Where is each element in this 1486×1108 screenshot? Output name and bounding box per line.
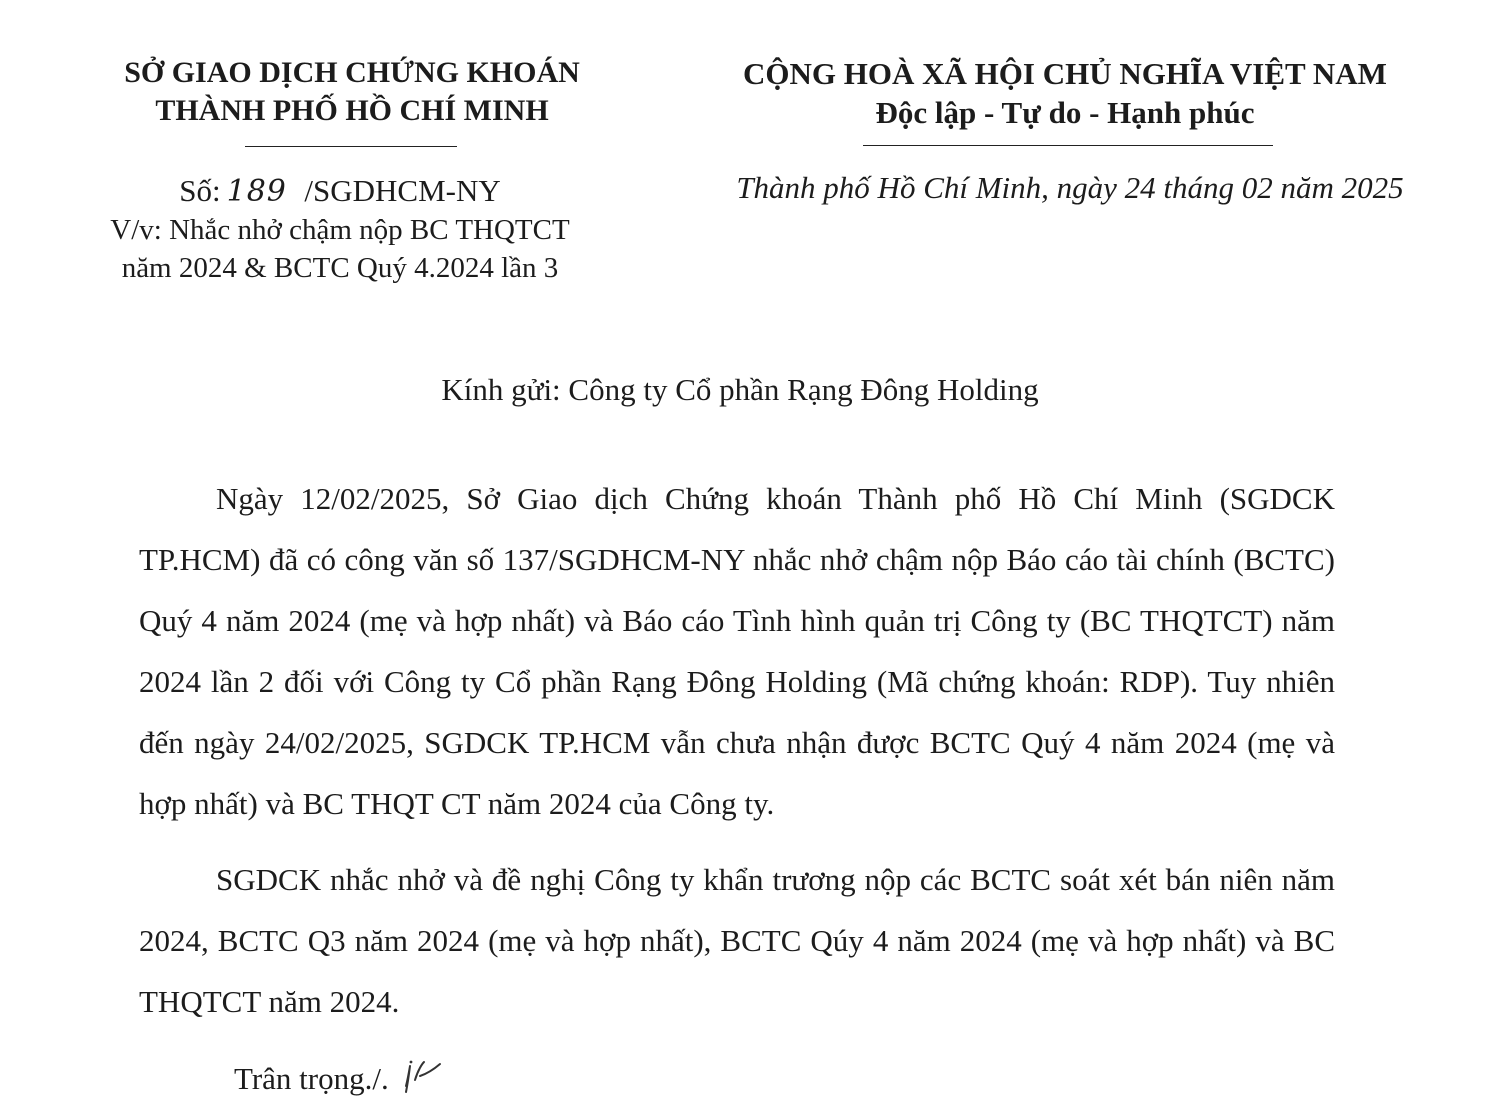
nation-line-1: CỘNG HOÀ XÃ HỘI CHỦ NGHĨA VIỆT NAM <box>743 56 1387 91</box>
handwritten-initials-icon <box>400 1056 450 1108</box>
motto-underline <box>863 145 1273 146</box>
document-number <box>60 171 620 211</box>
body-paragraph-2: SGDCK nhắc nhở và đề nghị Công ty khẩn trương nộp các BCTC soát xét bán niên năm 2024, BCTC Q3 năm 2024 (mẹ và hợp nhất), BCTC Qúy 4 năm 2024 (mẹ và hợp nhất) và BC THQTCT năm 2024. <box>139 862 1335 1019</box>
national-header <box>700 54 1430 132</box>
handwritten-number: 189 <box>226 174 287 209</box>
subject-line-1: V/v: Nhắc nhở chậm nộp BC THQTCT <box>110 214 570 246</box>
closing-line <box>234 1056 450 1108</box>
subject-line-2: năm 2024 & BCTC Quý 4.2024 lần 3 <box>121 252 559 284</box>
issuer-line-1: SỞ GIAO DỊCH CHỨNG KHOÁN <box>124 56 580 89</box>
motto-line: Độc lập - Tự do - Hạnh phúc <box>875 95 1255 130</box>
body-paragraph-1: Ngày 12/02/2025, Sở Giao dịch Chứng khoán Thành phố Hồ Chí Minh (SGDCK TP.HCM) đã có công văn số 137/SGDHCM-NY nhắc nhở chậm nộp Báo cáo tài chính (BCTC) Quý 4 năm 2024 (mẹ và hợp nhất) và Báo cáo Tình hình quản trị Công ty (BC THQTCT) năm 2024 lần 2 đối với Công ty Cổ phần Rạng Đông Holding (Mã chứng khoán: RDP). Tuy nhiên đến ngày 24/02/2025, SGDCK TP.HCM vẫn chưa nhận được BCTC Quý 4 năm 2024 (mẹ và hợp nhất) và BC THQT CT năm 2024 của Công ty. <box>139 481 1335 821</box>
closing-text: Trân trọng./. <box>234 1061 389 1097</box>
number-suffix: /SGDHCM-NY <box>304 173 501 208</box>
document-reference <box>60 171 620 287</box>
issuer-underline <box>245 146 457 147</box>
issuer-line-2: THÀNH PHỐ HỒ CHÍ MINH <box>155 94 549 127</box>
issuer-header <box>60 54 644 130</box>
recipient-line: Kính gửi: Công ty Cổ phần Rạng Đông Holding <box>441 372 1039 407</box>
number-prefix: Số: <box>179 173 221 208</box>
place-date-line: Thành phố Hồ Chí Minh, ngày 24 tháng 02 năm 2025 <box>736 170 1404 205</box>
